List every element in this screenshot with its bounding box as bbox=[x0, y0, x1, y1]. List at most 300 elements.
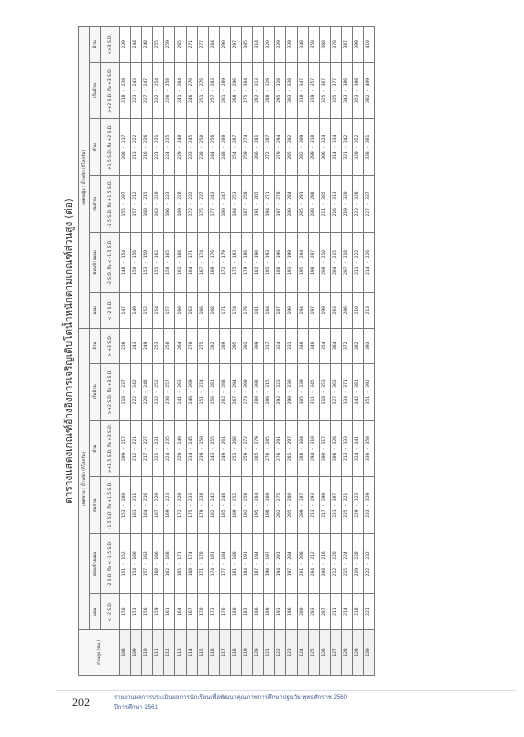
male-weight-cell: 211 bbox=[330, 594, 341, 629]
male-weight-cell: 173 bbox=[208, 594, 219, 629]
male-weight-cell: 165 - 171 bbox=[175, 534, 186, 594]
female-weight-cell: 265 bbox=[175, 27, 186, 63]
female-criterion: < -2 S.D. bbox=[101, 293, 120, 328]
female-weight-cell: 157 bbox=[164, 293, 175, 328]
male-weight-cell: 256 - 281 bbox=[208, 363, 219, 420]
female-weight-cell: 343 - 386 bbox=[341, 62, 352, 119]
female-weight-cell: 305 bbox=[242, 27, 253, 63]
male-weight-cell: 243 bbox=[131, 328, 142, 363]
male-weight-cell: 282 bbox=[208, 328, 219, 363]
height-cell: 114 bbox=[186, 629, 197, 675]
female-weight-cell: 236 - 258 bbox=[164, 62, 175, 119]
female-cat-header: ผอม bbox=[90, 293, 101, 328]
male-weight-cell: 232 - 252 bbox=[153, 363, 164, 420]
female-weight-cell: 339 bbox=[286, 27, 297, 63]
male-criterion: >+1.5 S.D. ถึง +2 S.D. bbox=[101, 420, 120, 477]
male-weight-cell: 159 bbox=[153, 594, 164, 629]
female-weight-cell: 178 bbox=[242, 293, 253, 328]
male-weight-cell: 233 - 329 bbox=[364, 477, 375, 534]
female-weight-cell: 203 bbox=[330, 293, 341, 328]
female-weight-cell: 210 bbox=[352, 293, 363, 328]
male-weight-cell: 270 - 285 bbox=[264, 420, 275, 477]
male-weight-cell: 351 - 392 bbox=[364, 363, 375, 420]
female-weight-cell: 320 bbox=[264, 27, 275, 63]
female-weight-cell: 288 - 319 bbox=[264, 62, 275, 119]
male-weight-cell: 334 - 371 bbox=[341, 363, 352, 420]
male-weight-cell: 298 - 330 bbox=[286, 363, 297, 420]
table-row bbox=[275, 27, 286, 676]
male-weight-cell: 169 - 223 bbox=[164, 477, 175, 534]
male-weight-cell: 221 - 231 bbox=[153, 420, 164, 477]
height-cell: 109 bbox=[131, 629, 142, 675]
female-weight-cell: 241 - 264 bbox=[175, 62, 186, 119]
height-cell: 111 bbox=[153, 629, 164, 675]
female-weight-cell: 306 - 324 bbox=[319, 119, 330, 176]
male-weight-cell: 258 bbox=[164, 328, 175, 363]
male-cat-header: ผอม bbox=[90, 594, 101, 629]
male-weight-cell: 205 - 280 bbox=[286, 477, 297, 534]
male-weight-cell: 217 - 299 bbox=[319, 477, 330, 534]
female-cat-header: อ้วน bbox=[90, 27, 101, 63]
female-weight-cell: 169 - 176 bbox=[208, 232, 219, 292]
female-weight-cell: 266 - 281 bbox=[253, 119, 264, 176]
female-weight-cell: 185 - 193 bbox=[264, 232, 275, 292]
male-weight-cell: 243 - 255 bbox=[208, 420, 219, 477]
female-weight-cell: 348 bbox=[297, 27, 308, 63]
female-weight-cell: 297 bbox=[230, 27, 241, 63]
male-cat-header: เริ่มอ้วน bbox=[90, 363, 101, 420]
female-weight-cell: 163 - 220 bbox=[153, 176, 164, 233]
male-weight-cell: 218 - 237 bbox=[120, 363, 131, 420]
female-weight-cell: 329 - 352 bbox=[352, 119, 363, 176]
height-cell: 122 bbox=[275, 629, 286, 675]
male-weight-cell: 204 - 212 bbox=[308, 534, 319, 594]
table-row bbox=[253, 27, 264, 676]
table-row bbox=[242, 27, 253, 676]
female-weight-cell: 285 - 302 bbox=[286, 119, 297, 176]
male-weight-cell: 324 - 341 bbox=[352, 420, 363, 477]
male-weight-cell: 346 bbox=[308, 328, 319, 363]
female-weight-cell: 181 bbox=[253, 293, 264, 328]
female-weight-cell: 255 bbox=[153, 27, 164, 63]
table-title: ตารางแสดงเกณฑ์อ้างอิงการเจริญเติบโตน้ำหนักตามเกณฑ์ส่วนสูง (ต่อ) bbox=[64, 198, 75, 504]
male-weight-cell: 189 - 252 bbox=[230, 477, 241, 534]
female-weight-cell: 158 - 165 bbox=[164, 232, 175, 292]
male-weight-cell: 153 bbox=[131, 594, 142, 629]
table-body bbox=[120, 27, 375, 676]
female-weight-cell: 213 bbox=[364, 293, 375, 328]
female-weight-cell: 155 - 162 bbox=[153, 232, 164, 292]
female-weight-cell: 232 - 254 bbox=[153, 62, 164, 119]
female-weight-cell: 180 - 247 bbox=[219, 176, 230, 233]
male-weight-cell: 317 bbox=[264, 328, 275, 363]
female-weight-cell: 216 - 226 bbox=[142, 119, 153, 176]
male-weight-cell: 187 - 194 bbox=[253, 534, 264, 594]
female-weight-cell: 378 bbox=[330, 27, 341, 63]
female-weight-cell: 227 - 247 bbox=[142, 62, 153, 119]
female-weight-cell: 387 bbox=[341, 27, 352, 63]
male-weight-cell: 340 bbox=[297, 328, 308, 363]
table-row bbox=[364, 27, 375, 676]
male-weight-cell: 222 - 242 bbox=[131, 363, 142, 420]
female-weight-cell: 184 bbox=[264, 293, 275, 328]
female-weight-cell: 299 - 318 bbox=[308, 119, 319, 176]
female-weight-cell: 362 - 409 bbox=[364, 62, 375, 119]
male-weight-cell: 190 - 197 bbox=[264, 534, 275, 594]
female-weight-cell: 319 - 357 bbox=[308, 62, 319, 119]
rotated-table-block bbox=[62, 21, 517, 681]
female-cat-header: ค่อนข้างผอม bbox=[90, 232, 101, 292]
height-cell: 125 bbox=[308, 629, 319, 675]
female-weight-cell: 277 bbox=[197, 27, 208, 63]
female-weight-cell: 292 - 309 bbox=[297, 119, 308, 176]
male-weight-cell: 294 - 310 bbox=[308, 420, 319, 477]
female-weight-cell: 282 - 313 bbox=[253, 62, 264, 119]
female-weight-cell: 227 - 337 bbox=[364, 176, 375, 233]
male-weight-cell: 222 - 232 bbox=[364, 534, 375, 594]
table-row bbox=[208, 27, 219, 676]
male-weight-cell: 151 - 152 bbox=[120, 534, 131, 594]
male-weight-cell: 161 bbox=[164, 594, 175, 629]
male-weight-cell: 153 - 208 bbox=[120, 477, 131, 534]
male-weight-cell: 270 bbox=[186, 328, 197, 363]
female-weight-cell: 148 - 154 bbox=[120, 232, 131, 292]
male-weight-cell: 162 - 168 bbox=[164, 534, 175, 594]
male-weight-cell: 288 - 304 bbox=[297, 420, 308, 477]
female-weight-cell: 410 bbox=[364, 27, 375, 63]
female-weight-cell: 149 bbox=[131, 293, 142, 328]
male-weight-cell: 301 bbox=[242, 328, 253, 363]
male-weight-cell: 189 bbox=[264, 594, 275, 629]
female-weight-cell: 167 - 174 bbox=[197, 232, 208, 292]
female-weight-cell: 187 - 258 bbox=[242, 176, 253, 233]
table-row bbox=[352, 27, 363, 676]
female-weight-cell: 195 - 204 bbox=[297, 232, 308, 292]
male-weight-cell: 221 - 307 bbox=[330, 477, 341, 534]
male-weight-cell: 241 - 263 bbox=[175, 363, 186, 420]
female-group-header: เพศหญิง : น้ำหนัก (กิโลกรัม) bbox=[79, 27, 90, 329]
male-weight-cell: 229 - 240 bbox=[175, 420, 186, 477]
male-weight-cell: 372 bbox=[341, 328, 352, 363]
female-weight-cell: 153 - 159 bbox=[142, 232, 153, 292]
male-weight-cell: 286 - 315 bbox=[264, 363, 275, 420]
male-weight-cell: 184 - 191 bbox=[242, 534, 253, 594]
male-weight-cell: 213 - 293 bbox=[308, 477, 319, 534]
female-weight-cell: 399 bbox=[352, 27, 363, 63]
female-weight-cell: 224 - 235 bbox=[164, 119, 175, 176]
female-weight-cell: 238 - 250 bbox=[197, 119, 208, 176]
female-weight-cell: 314 - 334 bbox=[330, 119, 341, 176]
female-weight-cell: 166 - 223 bbox=[164, 176, 175, 233]
height-cell: 126 bbox=[319, 629, 330, 675]
male-weight-cell: 249 bbox=[142, 328, 153, 363]
female-weight-cell: 175 - 237 bbox=[197, 176, 208, 233]
female-weight-cell: 338 - 361 bbox=[364, 119, 375, 176]
table-row bbox=[230, 27, 241, 676]
female-weight-cell: 275 - 304 bbox=[242, 62, 253, 119]
height-cell: 115 bbox=[197, 629, 208, 675]
female-weight-cell: 179 - 186 bbox=[242, 232, 253, 292]
female-weight-cell: 218 - 238 bbox=[120, 62, 131, 119]
height-cell: 110 bbox=[142, 629, 153, 675]
female-weight-cell: 271 bbox=[186, 27, 197, 63]
male-weight-cell: 267 - 294 bbox=[230, 363, 241, 420]
female-weight-cell: 213 - 222 bbox=[131, 119, 142, 176]
male-weight-cell: 150 bbox=[120, 594, 131, 629]
male-weight-cell: 251 - 274 bbox=[197, 363, 208, 420]
height-cell: 124 bbox=[297, 629, 308, 675]
height-cell: 119 bbox=[242, 629, 253, 675]
table-row bbox=[264, 27, 275, 676]
female-weight-cell: 284 bbox=[208, 27, 219, 63]
growth-reference-table bbox=[78, 26, 375, 676]
female-weight-cell: 184 - 253 bbox=[230, 176, 241, 233]
male-weight-cell: 185 - 248 bbox=[219, 477, 230, 534]
female-weight-cell: 353 - 398 bbox=[352, 62, 363, 119]
male-weight-cell: 225 - 321 bbox=[341, 477, 352, 534]
female-weight-cell: 223 - 243 bbox=[131, 62, 142, 119]
female-criterion: -2 S.D. ถึง < -1.5 S.D. bbox=[101, 232, 120, 292]
male-weight-cell: 273 - 300 bbox=[242, 363, 253, 420]
female-weight-cell: 197 - 278 bbox=[275, 176, 286, 233]
female-weight-cell: 244 - 256 bbox=[208, 119, 219, 176]
male-weight-cell: 330 - 350 bbox=[364, 420, 375, 477]
male-weight-cell: 202 - 275 bbox=[275, 477, 286, 534]
height-cell: 121 bbox=[264, 629, 275, 675]
height-cell: 128 bbox=[341, 629, 352, 675]
table-row bbox=[175, 27, 186, 676]
male-weight-cell: 164 - 216 bbox=[142, 477, 153, 534]
male-weight-cell: 207 bbox=[319, 594, 330, 629]
male-weight-cell: 239 - 250 bbox=[197, 420, 208, 477]
female-weight-cell: 216 - 313 bbox=[330, 176, 341, 233]
male-weight-cell: 192 - 258 bbox=[242, 477, 253, 534]
female-weight-cell: 211 - 222 bbox=[352, 232, 363, 292]
female-weight-cell: 208 - 217 bbox=[120, 119, 131, 176]
female-weight-cell: 197 bbox=[308, 293, 319, 328]
female-weight-cell: 279 - 294 bbox=[275, 119, 286, 176]
male-weight-cell: 218 bbox=[352, 594, 363, 629]
female-weight-cell: 188 - 196 bbox=[275, 232, 286, 292]
male-weight-cell: 238 bbox=[120, 328, 131, 363]
height-cell: 112 bbox=[164, 629, 175, 675]
male-weight-cell: 382 bbox=[352, 328, 363, 363]
male-weight-cell: 324 bbox=[275, 328, 286, 363]
female-weight-cell: 321 - 342 bbox=[341, 119, 352, 176]
female-criterion: +1.5 S.D. ถึง +2 S.D. bbox=[101, 119, 120, 176]
female-weight-cell: 310 - 347 bbox=[297, 62, 308, 119]
male-weight-cell: 342 - 381 bbox=[352, 363, 363, 420]
female-weight-cell: 160 bbox=[175, 293, 186, 328]
height-cell: 113 bbox=[175, 629, 186, 675]
female-weight-cell: 169 - 228 bbox=[175, 176, 186, 233]
male-weight-cell: 331 bbox=[286, 328, 297, 363]
male-weight-cell: 212 - 220 bbox=[330, 534, 341, 594]
female-weight-cell: 207 - 218 bbox=[341, 232, 352, 292]
male-weight-cell: 214 bbox=[341, 594, 352, 629]
male-weight-cell: 281 - 297 bbox=[286, 420, 297, 477]
male-weight-cell: 198 - 269 bbox=[264, 477, 275, 534]
female-weight-cell: 272 - 287 bbox=[264, 119, 275, 176]
female-weight-cell: 150 - 156 bbox=[131, 232, 142, 292]
female-weight-cell: 325 - 367 bbox=[319, 62, 330, 119]
height-cell: 118 bbox=[230, 629, 241, 675]
male-weight-cell: 276 - 291 bbox=[275, 420, 286, 477]
table-row bbox=[164, 27, 175, 676]
footer-report-title: รายงานผลการประเมินผลการนักเรียนเพื่อพัฒนาคุณภาพการศึกษาปฐมวัย พุทธศักราช 2560 bbox=[114, 695, 347, 701]
female-weight-cell: 254 - 267 bbox=[230, 119, 241, 176]
male-weight-cell: 157 - 163 bbox=[142, 534, 153, 594]
female-weight-cell: 303 - 338 bbox=[286, 62, 297, 119]
footer-academic-year: ปีการศึกษา 2561 bbox=[114, 705, 158, 711]
male-weight-cell: 167 - 220 bbox=[153, 477, 164, 534]
table-row bbox=[131, 27, 142, 676]
female-weight-cell: 154 bbox=[153, 293, 164, 328]
male-weight-cell: 318 - 353 bbox=[319, 363, 330, 420]
female-cat-header: สมส่วน bbox=[90, 176, 101, 233]
height-cell: 127 bbox=[330, 629, 341, 675]
female-weight-cell: 223 - 328 bbox=[352, 176, 363, 233]
male-criterion: -2 S.D. ถึง < -1.5 S.D. bbox=[101, 534, 120, 594]
male-weight-cell: 164 bbox=[175, 594, 186, 629]
male-criterion: -1.5 S.D. ถึง +1.5 S.D. bbox=[101, 477, 120, 534]
male-weight-cell: 300 - 317 bbox=[319, 420, 330, 477]
female-weight-cell: 194 - 271 bbox=[264, 176, 275, 233]
male-weight-cell: 393 bbox=[364, 328, 375, 363]
female-weight-cell: 164 - 171 bbox=[186, 232, 197, 292]
male-weight-cell: 183 bbox=[242, 594, 253, 629]
female-weight-cell: 248 bbox=[142, 27, 153, 63]
male-weight-cell: 171 - 178 bbox=[197, 534, 208, 594]
male-weight-cell: 175 - 233 bbox=[186, 477, 197, 534]
male-weight-cell: 246 - 269 bbox=[186, 363, 197, 420]
female-weight-cell: 191 - 265 bbox=[253, 176, 264, 233]
male-weight-cell: 196 bbox=[286, 594, 297, 629]
male-weight-cell: 236 - 257 bbox=[164, 363, 175, 420]
male-weight-cell: 354 bbox=[319, 328, 330, 363]
female-weight-cell: 194 bbox=[297, 293, 308, 328]
male-weight-cell: 194 - 201 bbox=[275, 534, 286, 594]
female-weight-cell: 166 bbox=[197, 293, 208, 328]
female-weight-cell: 177 - 243 bbox=[208, 176, 219, 233]
male-weight-cell: 209 - 217 bbox=[120, 420, 131, 477]
male-weight-cell: 292 - 323 bbox=[275, 363, 286, 420]
female-weight-cell: 214 - 226 bbox=[364, 232, 375, 292]
male-weight-cell: 195 - 264 bbox=[253, 477, 264, 534]
female-cat-header: เริ่มอ้วน bbox=[90, 62, 101, 119]
male-weight-cell: 327 - 363 bbox=[330, 363, 341, 420]
female-weight-cell: 200 - 284 bbox=[286, 176, 297, 233]
female-criterion: <+3 S.D. bbox=[101, 27, 120, 63]
male-weight-cell: 176 bbox=[219, 594, 230, 629]
height-cell: 123 bbox=[286, 629, 297, 675]
female-weight-cell: 206 bbox=[341, 293, 352, 328]
male-group-header: เพศชาย : น้ำหนัก (กิโลกรัม) bbox=[79, 328, 90, 629]
male-weight-cell: 203 bbox=[308, 594, 319, 629]
male-cat-header: สมส่วน bbox=[90, 477, 101, 534]
male-weight-cell: 170 bbox=[197, 594, 208, 629]
male-weight-cell: 364 bbox=[330, 328, 341, 363]
male-weight-cell: 308 - 326 bbox=[330, 420, 341, 477]
table-row bbox=[297, 27, 308, 676]
male-weight-cell: 280 - 308 bbox=[253, 363, 264, 420]
female-weight-cell: 160 - 215 bbox=[142, 176, 153, 233]
female-weight-cell: 246 - 270 bbox=[186, 62, 197, 119]
male-weight-cell: 234 - 245 bbox=[186, 420, 197, 477]
male-criterion: < -2 S.D. bbox=[101, 594, 120, 629]
male-weight-cell: 167 bbox=[186, 594, 197, 629]
table-row bbox=[186, 27, 197, 676]
male-weight-cell: 264 bbox=[175, 328, 186, 363]
male-weight-cell: 228 - 248 bbox=[142, 363, 153, 420]
male-criterion: >+2 S.D. ถึง +3 S.D. bbox=[101, 363, 120, 420]
male-weight-cell: 221 bbox=[364, 594, 375, 629]
male-weight-cell: 265 - 279 bbox=[253, 420, 264, 477]
male-weight-cell: 186 bbox=[253, 594, 264, 629]
male-weight-cell: 309 bbox=[253, 328, 264, 363]
male-weight-cell: 311 - 345 bbox=[308, 363, 319, 420]
male-cat-header: ท้วม bbox=[90, 420, 101, 477]
table-row bbox=[197, 27, 208, 676]
table-row bbox=[286, 27, 297, 676]
female-weight-cell: 187 bbox=[275, 293, 286, 328]
male-weight-cell: 262 - 288 bbox=[219, 363, 230, 420]
male-weight-cell: 193 bbox=[275, 594, 286, 629]
female-weight-cell: 219 - 320 bbox=[341, 176, 352, 233]
female-weight-cell: 208 - 298 bbox=[308, 176, 319, 233]
female-weight-cell: 182 - 190 bbox=[253, 232, 264, 292]
height-header: ส่วนสูง (ซม.) bbox=[79, 629, 120, 675]
height-cell: 108 bbox=[120, 629, 131, 675]
male-weight-cell: 249 - 261 bbox=[219, 420, 230, 477]
female-weight-cell: 329 bbox=[275, 27, 286, 63]
female-weight-cell: 172 - 179 bbox=[219, 232, 230, 292]
female-weight-cell: 368 bbox=[319, 27, 330, 63]
female-weight-cell: 314 bbox=[253, 27, 264, 63]
height-cell: 130 bbox=[364, 629, 375, 675]
table-row bbox=[308, 27, 319, 676]
height-cell: 129 bbox=[352, 629, 363, 675]
table-row bbox=[319, 27, 330, 676]
male-cat-header: อ้วน bbox=[90, 328, 101, 363]
male-weight-cell: 172 - 228 bbox=[175, 477, 186, 534]
male-weight-cell: 219 - 228 bbox=[352, 534, 363, 594]
male-cat-header: ค่อนข้างผอม bbox=[90, 534, 101, 594]
table-row bbox=[142, 27, 153, 676]
female-criterion: -1.5 S.D. ถึง +1.5 S.D. bbox=[101, 176, 120, 233]
male-criterion: > +3 S.D. bbox=[101, 328, 120, 363]
female-weight-cell: 259 - 274 bbox=[242, 119, 253, 176]
female-weight-cell: 335 - 377 bbox=[330, 62, 341, 119]
male-weight-cell: 180 bbox=[230, 594, 241, 629]
table-row bbox=[153, 27, 164, 676]
height-cell: 116 bbox=[208, 629, 219, 675]
male-weight-cell: 224 - 235 bbox=[164, 420, 175, 477]
male-weight-cell: 156 bbox=[142, 594, 153, 629]
female-weight-cell: 200 - 210 bbox=[319, 232, 330, 292]
female-weight-cell: 248 - 260 bbox=[219, 119, 230, 176]
male-weight-cell: 177 - 184 bbox=[219, 534, 230, 594]
female-weight-cell: 204 - 215 bbox=[330, 232, 341, 292]
female-weight-cell: 198 - 207 bbox=[308, 232, 319, 292]
male-weight-cell: 215 - 224 bbox=[341, 534, 352, 594]
table-row bbox=[330, 27, 341, 676]
male-weight-cell: 313 - 333 bbox=[341, 420, 352, 477]
male-weight-cell: 201 - 208 bbox=[297, 534, 308, 594]
female-weight-cell: 168 bbox=[208, 293, 219, 328]
female-weight-cell: 190 bbox=[286, 293, 297, 328]
female-weight-cell: 163 bbox=[186, 293, 197, 328]
